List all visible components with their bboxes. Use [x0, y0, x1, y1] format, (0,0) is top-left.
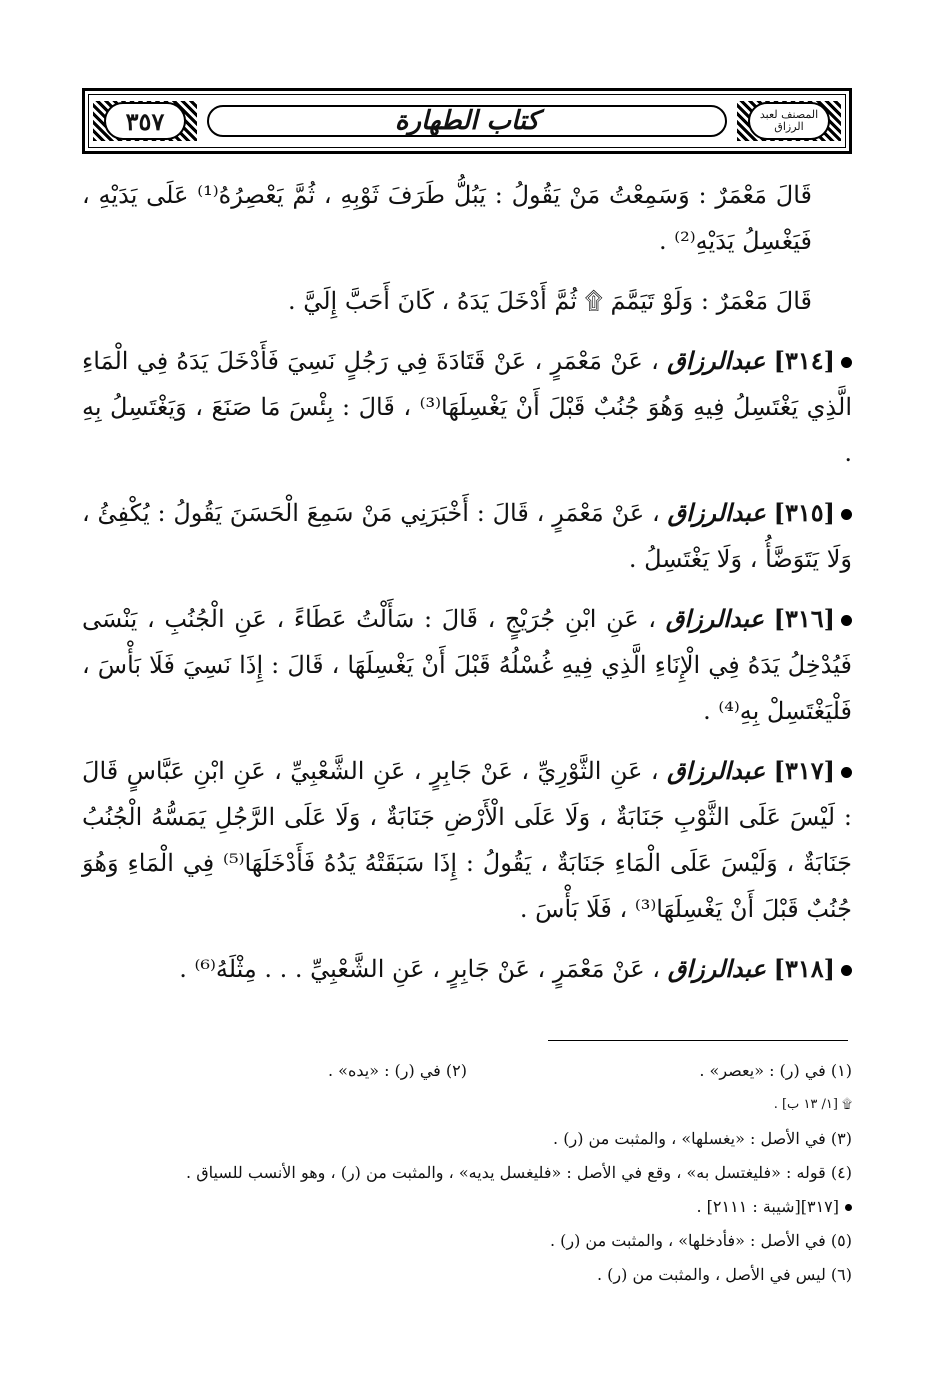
book-title: كتاب الطهارة	[394, 106, 540, 136]
footnote-row	[82, 1054, 852, 1088]
hadith-316	[82, 596, 852, 734]
footnote-divider	[548, 1040, 848, 1041]
narrator-name: عبدالرزاق	[667, 954, 766, 983]
hadith-number: [٣١٥]	[773, 498, 835, 527]
hadith-text: ، عَنْ مَعْمَرٍ ، قَالَ : أَخْبَرَنِي مَنْ سَمِعَ الْحَسَنَ يَقُولُ : يُكْفِئُ ، وَلَا يَتَوَضَّأُ ، وَلَا يَغْتَسِلُ .	[82, 499, 852, 573]
narrator-name: عبدالرزاق	[665, 604, 764, 633]
page-header	[82, 88, 852, 154]
header-frame	[88, 94, 846, 148]
page-number: ٣٥٧	[125, 106, 165, 136]
narrator-name: عبدالرزاق	[667, 498, 766, 527]
seal-oval	[748, 102, 830, 140]
hadith-314	[82, 338, 852, 476]
page-number-oval	[104, 102, 186, 140]
hadith-number: [٣١٤]	[773, 346, 835, 375]
main-text	[82, 172, 852, 1006]
hadith-317	[82, 748, 852, 932]
hadith-315	[82, 490, 852, 582]
bullet-icon	[841, 357, 852, 368]
bullet-icon	[841, 509, 852, 520]
hadith-number: [٣١٧]	[773, 756, 835, 785]
hadith-318	[82, 946, 852, 992]
hadith-text: ، عَنْ مَعْمَرٍ ، عَنْ قَتَادَةَ فِي رَجُلٍ نَسِيَ فَأَدْخَلَ يَدَهُ فِي الْمَاءِ الَّذِي يَغْتَسِلُ فِيهِ وَهُوَ جُنُبٌ قَبْلَ أَنْ يَغْسِلَهَا⁽³⁾ ، قَالَ : بِئْسَ مَا صَنَعَ ، وَيَغْتَسِلُ بِهِ .	[82, 347, 852, 467]
hadith-number: [٣١٨]	[773, 954, 835, 983]
bullet-icon	[841, 767, 852, 778]
hadith-number: [٣١٦]	[773, 604, 835, 633]
hadith-text: ، عَنْ مَعْمَرٍ ، عَنْ جَابِرٍ ، عَنِ الشَّعْبِيِّ . . . مِثْلَهُ⁽⁶⁾ .	[179, 955, 661, 983]
book-title-frame	[207, 105, 727, 137]
narrator-name: عبدالرزاق	[667, 346, 766, 375]
paragraph: قَالَ مَعْمَرٌ : وَسَمِعْتُ مَنْ يَقُولُ : يَبُلُّ طَرَفَ ثَوْبِهِ ، ثُمَّ يَعْصِرُهُ⁽¹⁾ عَلَى يَدَيْهِ ، فَيَغْسِلُ يَدَيْهِ⁽²⁾ .	[82, 181, 812, 255]
source-reference: [٣١٧][شيبة : ٢١١١] .	[82, 1190, 852, 1224]
hadith-text: ، عَنِ الثَّوْرِيِّ ، عَنْ جَابِرٍ ، عَنِ الشَّعْبِيِّ ، عَنِ ابْنِ عَبَّاسٍ قَالَ : لَيْسَ عَلَى الثَّوْبِ جَنَابَةٌ ، وَلَا عَلَى الْأَرْضِ جَنَابَةٌ ، وَلَا عَلَى الرَّجُلِ يَمَسُّهُ الْجُنُبُ جَنَابَةٌ ، وَلَيْسَ عَلَى الْمَاءِ جَنَابَةٌ ، يَقُولُ : إِذَا سَبَقَتْهُ يَدُهُ فَأَدْخَلَهَا⁽⁵⁾ فِي الْمَاءِ وَهُوَ جُنُبٌ قَبْلَ أَنْ يَغْسِلَهَا⁽³⁾ ، فَلَا بَأْسَ .	[82, 757, 852, 923]
bullet-icon	[841, 965, 852, 976]
paragraph: قَالَ مَعْمَرٌ : وَلَوْ تَيَمَّمَ ۩ ثُمَّ أَدْخَلَ يَدَهُ ، كَانَ أَحَبَّ إِلَيَّ .	[287, 287, 812, 315]
bullet-icon	[845, 1204, 852, 1211]
footnote: (٢) في (ر) : «يده» .	[328, 1061, 467, 1080]
hadith-text: ، عَنِ ابْنِ جُرَيْجٍ ، قَالَ : سَأَلْتُ عَطَاءً ، عَنِ الْجُنُبِ ، يَنْسَى فَيُدْخِلُ يَدَهُ فِي الْإِنَاءِ الَّذِي فِيهِ غُسْلُهُ قَبْلَ أَنْ يَغْسِلَهَا ، قَالَ : إِذَا نَسِيَ فَلَا بَأْسَ ، فَلْيَغْتَسِلْ بِهِ⁽⁴⁾ .	[82, 605, 852, 725]
seal-text: المصنف لعبد الرزاق	[759, 108, 819, 133]
narrator-name: عبدالرزاق	[666, 756, 766, 785]
footnote: (٤) قوله : «فليغتسل به» ، وقع في الأصل : «فليغسل يديه» ، والمثبت من (ر) ، وهو الأنسب للسياق .	[186, 1163, 852, 1182]
folio-marker: ۩ [١/ ١٣ ب] .	[773, 1097, 852, 1112]
seal-block	[737, 101, 841, 141]
footnotes	[82, 1054, 852, 1292]
footnote: (١) في (ر) : «يعصر» .	[699, 1061, 852, 1080]
bullet-icon	[841, 615, 852, 626]
page-number-block	[93, 101, 197, 141]
footnote: (٥) في الأصل : «فأدخلها» ، والمثبت من (ر) .	[549, 1231, 852, 1250]
footnote: (٦) ليس في الأصل ، والمثبت من (ر) .	[596, 1265, 852, 1284]
footnote: (٣) في الأصل : «يغسلها» ، والمثبت من (ر) .	[553, 1129, 852, 1148]
